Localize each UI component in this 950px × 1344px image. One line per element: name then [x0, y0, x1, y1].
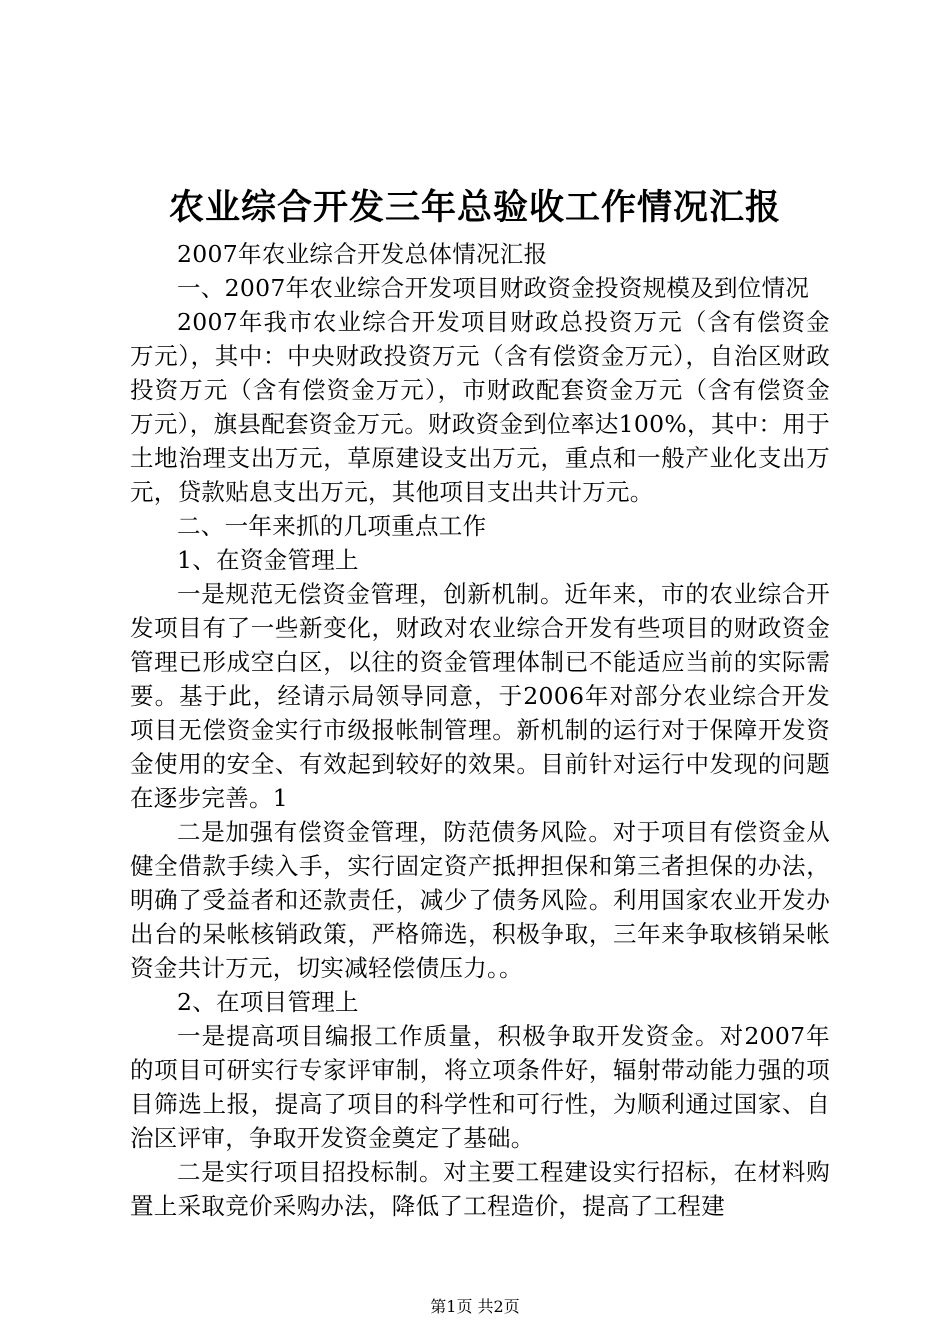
document-body — [130, 237, 830, 1223]
document-title: 农业综合开发三年总验收工作情况汇报 — [168, 187, 781, 228]
paragraph-section-one-heading: 一、2007年农业综合开发项目财政资金投资规模及到位情况 — [177, 274, 810, 302]
paragraph-paid-fund-management: 二是加强有偿资金管理，防范债务风险。对于项目有偿资金从健全借款手续入手，实行固定资产抵押担保和第三者担保的办法，明确了受益者和还款责任，减少了债务风险。利用国家农业开发办出台的呆帐核销政策，严格筛选，积极争取，三年来争取核销呆帐资金共计万元，切实减轻偿债压力。。 — [130, 818, 830, 982]
paragraph-fund-management-heading: 1、在资金管理上 — [177, 546, 359, 574]
paragraph-project-quality: 一是提高项目编报工作质量，积极争取开发资金。对2007年的项目可研实行专家评审制，将立项条件好，辐射带动能力强的项目筛选上报，提高了项目的科学性和可行性，为顺利通过国家、自治区评审，争取开发资金奠定了基础。 — [130, 1022, 830, 1152]
paragraph-project-management-heading: 2、在项目管理上 — [177, 988, 359, 1016]
page-number-footer: 第1页 共2页 — [430, 1297, 520, 1316]
paragraph-free-fund-management: 一是规范无偿资金管理，创新机制。近年来，市的农业综合开发项目有了一些新变化，财政对农业综合开发有些项目的财政资金管理已形成空白区，以往的资金管理体制已不能适应当前的实际需要。基于此，经请示局领导同意，于2006年对部分农业综合开发项目无偿资金实行市级报帐制管理。新机制的运行对于保障开发资金使用的安全、有效起到较好的效果。目前针对运行中发现的问题在逐步完善。1 — [130, 580, 830, 812]
paragraph-investment: 2007年我市农业综合开发项目财政总投资万元（含有偿资金万元），其中：中央财政投资万元（含有偿资金万元），自治区财政投资万元（含有偿资金万元），市财政配套资金万元（含有偿资金万元），旗县配套资金万元。财政资金到位率达100%，其中：用于土地治理支出万元，草原建设支出万元，重点和一般产业化支出万元，贷款贴息支出万元，其他项目支出共计万元。 — [130, 308, 830, 506]
paragraph-bidding: 二是实行项目招投标制。对主要工程建设实行招标，在材料购置上采取竞价采购办法，降低了工程造价，提高了工程建 — [130, 1158, 830, 1220]
paragraph-summary-heading: 2007年农业综合开发总体情况汇报 — [177, 240, 548, 268]
paragraph-section-two-heading: 二、一年来抓的几项重点工作 — [177, 512, 487, 540]
